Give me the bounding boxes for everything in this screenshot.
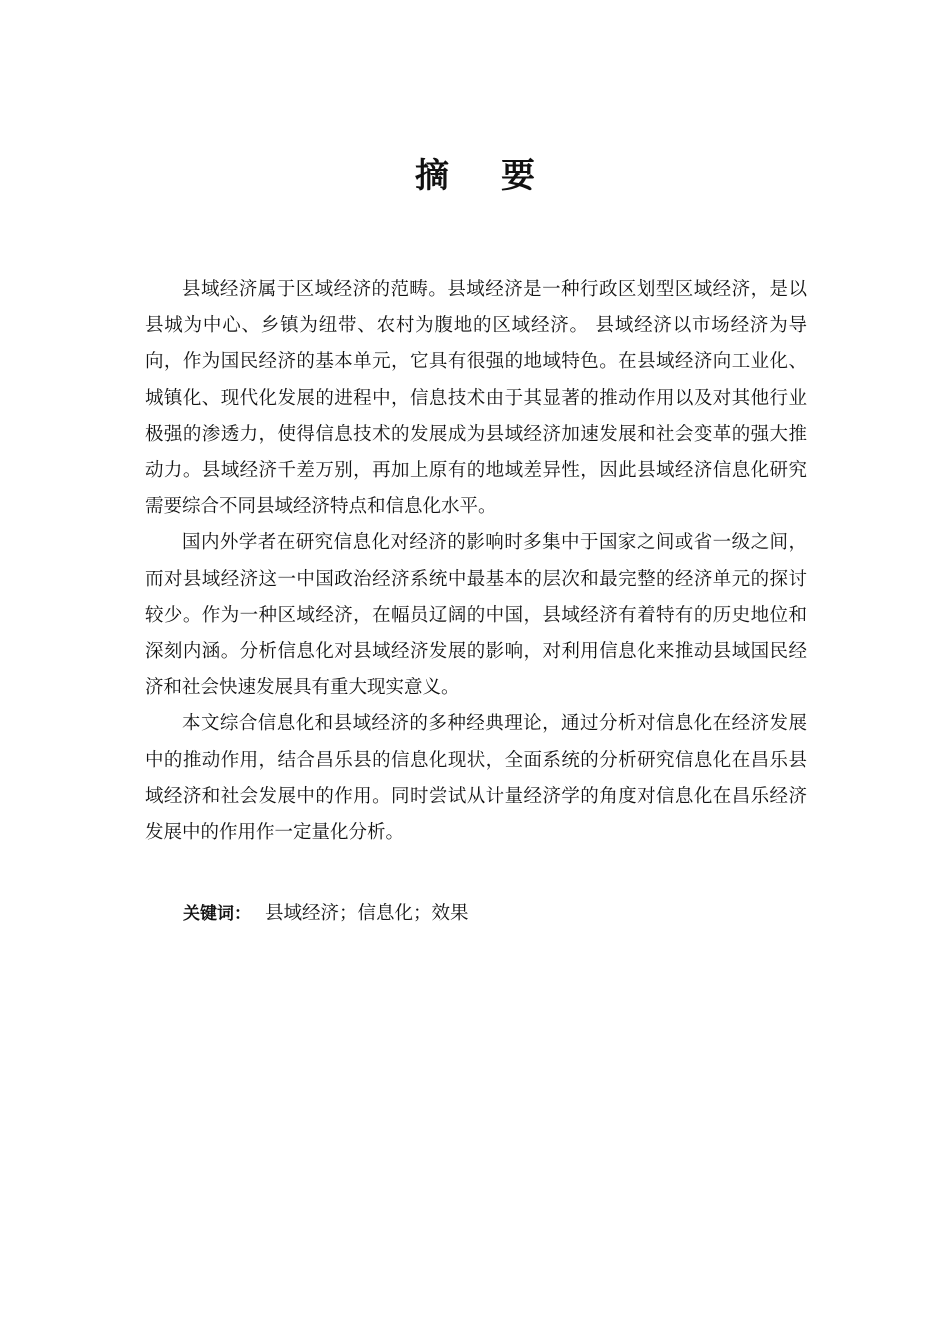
abstract-paragraph-1: 县域经济属于区域经济的范畴。县域经济是一种行政区划型区域经济，是以县城为中心、乡镇为纽带、农村为腹地的区域经济。 县域经济以市场经济为导向，作为国民经济的基本单元，它具有很强的地域特色。在县域经济向工业化、城镇化、现代化发展的进程中，信息技术由于其显著的推动作用以及对其他行业极强的渗透力，使得信息技术的发展成为县域经济加速发展和社会变革的强大推动力。县域经济千差万别，再加上原有的地域差异性，因此县域经济信息化研究需要综合不同县域经济特点和信息化水平。 bbox=[145, 279, 807, 518]
abstract-title: 摘要 bbox=[415, 156, 587, 196]
keywords-value: 县域经济；信息化；效果 bbox=[265, 903, 469, 924]
abstract-paragraph-2: 国内外学者在研究信息化对经济的影响时多集中于国家之间或省一级之间，而对县域经济这一中国政治经济系统中最基本的层次和最完整的经济单元的探讨较少。作为一种区域经济，在幅员辽阔的中国，县域经济有着特有的历史地位和深刻内涵。分析信息化对县域经济发展的影响，对利用信息化来推动县域国民经济和社会快速发展具有重大现实意义。 bbox=[145, 532, 807, 699]
keywords-line bbox=[183, 898, 469, 930]
abstract-body bbox=[145, 272, 807, 851]
keywords-label: 关键词： bbox=[183, 904, 251, 924]
abstract-paragraph-3: 本文综合信息化和县域经济的多种经典理论，通过分析对信息化在经济发展中的推动作用，结合昌乐县的信息化现状，全面系统的分析研究信息化在昌乐县域经济和社会发展中的作用。同时尝试从计量经济学的角度对信息化在昌乐经济发展中的作用作一定量化分析。 bbox=[145, 713, 807, 844]
